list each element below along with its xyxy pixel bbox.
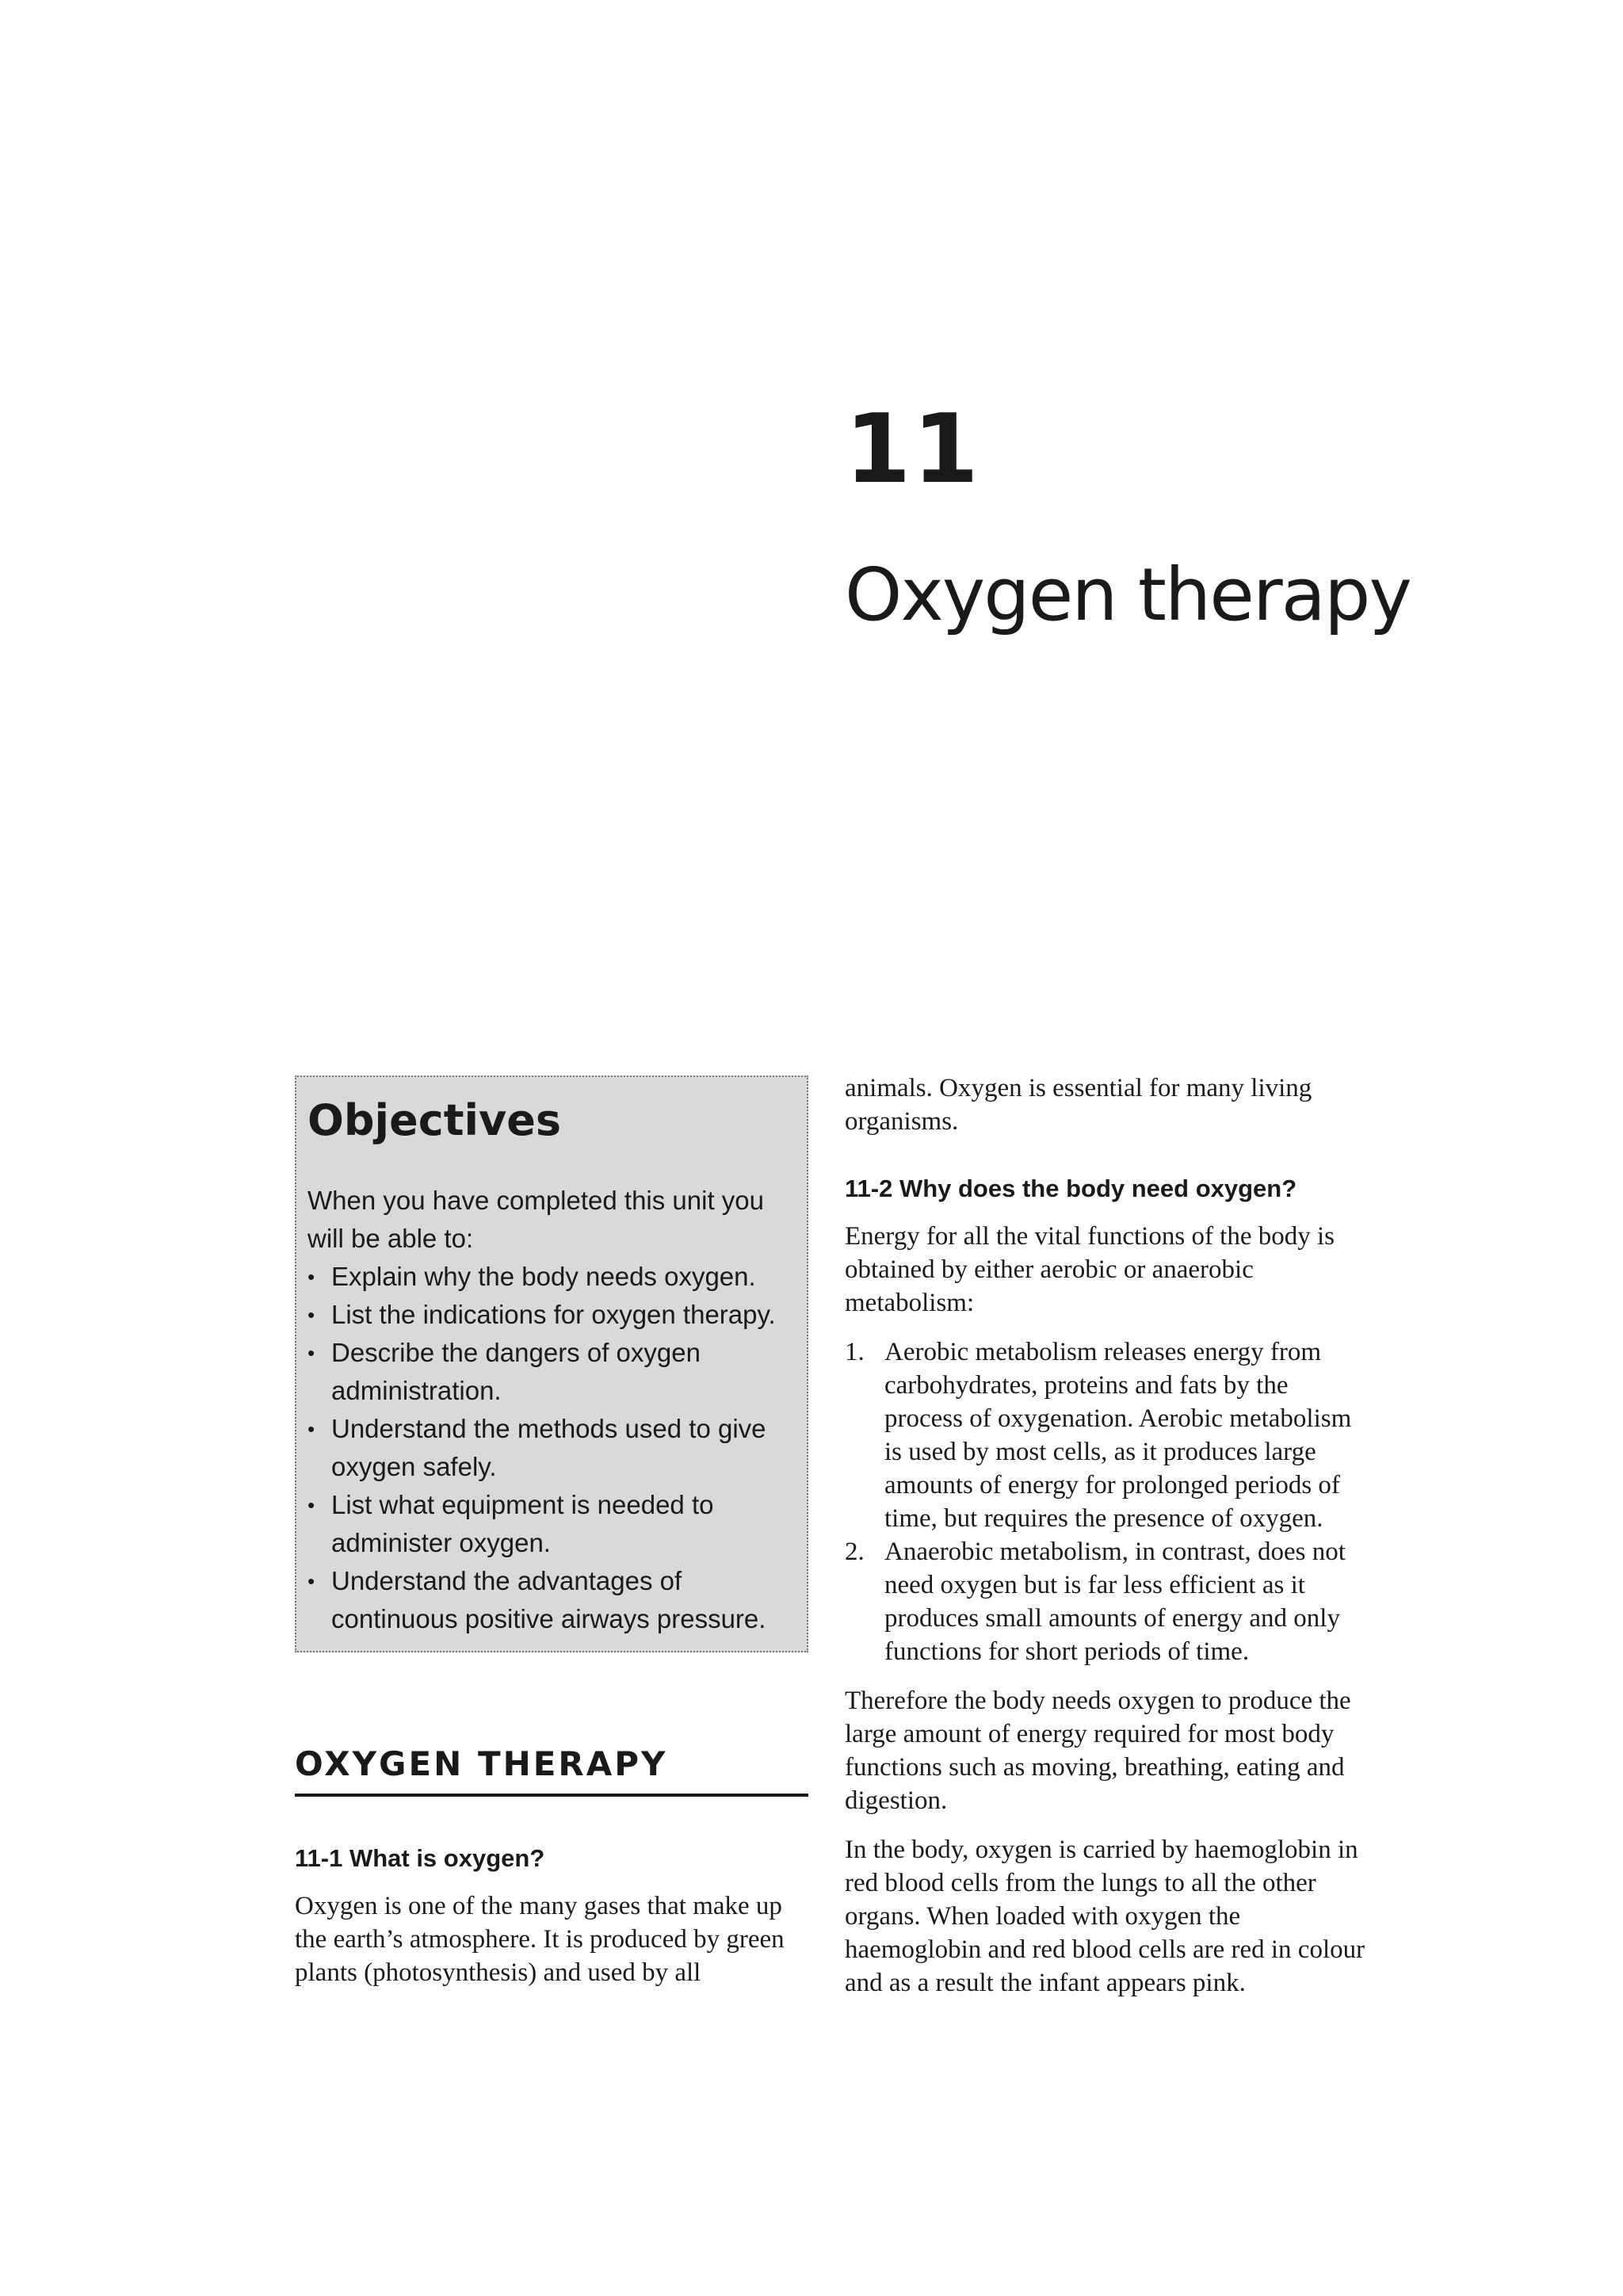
objective-item [307, 1258, 794, 1296]
chapter-title: Oxygen therapy [845, 552, 1411, 637]
bullet-icon: • [307, 1493, 315, 1517]
paragraph-what-is-oxygen: Oxygen is one of the many gases that make up the earth’s atmosphere. It is produced by green plants (photosynthesis) and used by all [295, 1892, 785, 1987]
objective-item [307, 1296, 794, 1334]
paragraph-therefore: Therefore the body needs oxygen to produce the large amount of energy required for most body functions such as moving, breathing, eating and digestion. [845, 1687, 1351, 1815]
right-column [845, 1072, 1368, 2015]
bullet-icon: • [307, 1569, 315, 1593]
objective-text: List the indications for oxygen therapy. [331, 1300, 776, 1329]
objective-text: Explain why the body needs oxygen. [331, 1262, 756, 1291]
bullet-icon: • [307, 1303, 315, 1327]
section-heading: OXYGEN THERAPY [295, 1748, 808, 1797]
objective-item [307, 1562, 794, 1638]
bullet-icon: • [307, 1417, 315, 1441]
list-text: Aerobic metabolism releases energy from carbohydrates, proteins and fats by the process of oxygenation. Aerobic metabolism is used by most cells, as it produces large amounts of energy for prolonged periods of time, but requires the presence of oxygen. [884, 1338, 1352, 1533]
paragraph-energy-intro: Energy for all the vital functions of the body is obtained by either aerobic or anaerobic metabolism: [845, 1222, 1335, 1317]
objective-item [307, 1486, 794, 1562]
list-item [845, 1535, 1368, 1668]
objectives-heading: Objectives [307, 1095, 561, 1145]
objective-text: Understand the methods used to give oxygen safely. [331, 1414, 766, 1481]
paragraph-haemoglobin: In the body, oxygen is carried by haemoglobin in red blood cells from the lungs to all the other organs. When loaded with oxygen the haemoglobin and red blood cells are red in colour and as a result the infant appears pink. [845, 1836, 1365, 1997]
bullet-icon: • [307, 1265, 315, 1289]
left-column [295, 1075, 808, 2005]
objective-item [307, 1410, 794, 1486]
list-number: 2. [845, 1538, 865, 1566]
list-text: Anaerobic metabolism, in contrast, does not need oxygen but is far less efficient as it produces small amounts of energy and only functions for short periods of time. [884, 1538, 1346, 1666]
metabolism-list [845, 1335, 1368, 1668]
paragraph-continued: animals. Oxygen is essential for many living organisms. [845, 1074, 1312, 1136]
objectives-intro: When you have completed this unit you will be able to: [307, 1186, 765, 1253]
list-item [845, 1335, 1368, 1535]
bullet-icon: • [307, 1341, 315, 1365]
objectives-box [295, 1075, 808, 1652]
objectives-list [307, 1258, 794, 1638]
subsection-heading-11-1: 11-1 What is oxygen? [295, 1844, 545, 1872]
objective-text: List what equipment is needed to administer oxygen. [331, 1490, 714, 1557]
chapter-number: 11 [845, 395, 980, 505]
objective-text: Understand the advantages of continuous positive airways pressure. [331, 1566, 766, 1633]
objective-text: Describe the dangers of oxygen administration. [331, 1338, 701, 1405]
objective-item [307, 1334, 794, 1410]
subsection-heading-11-2: 11-2 Why does the body need oxygen? [845, 1175, 1297, 1202]
list-number: 1. [845, 1338, 865, 1366]
